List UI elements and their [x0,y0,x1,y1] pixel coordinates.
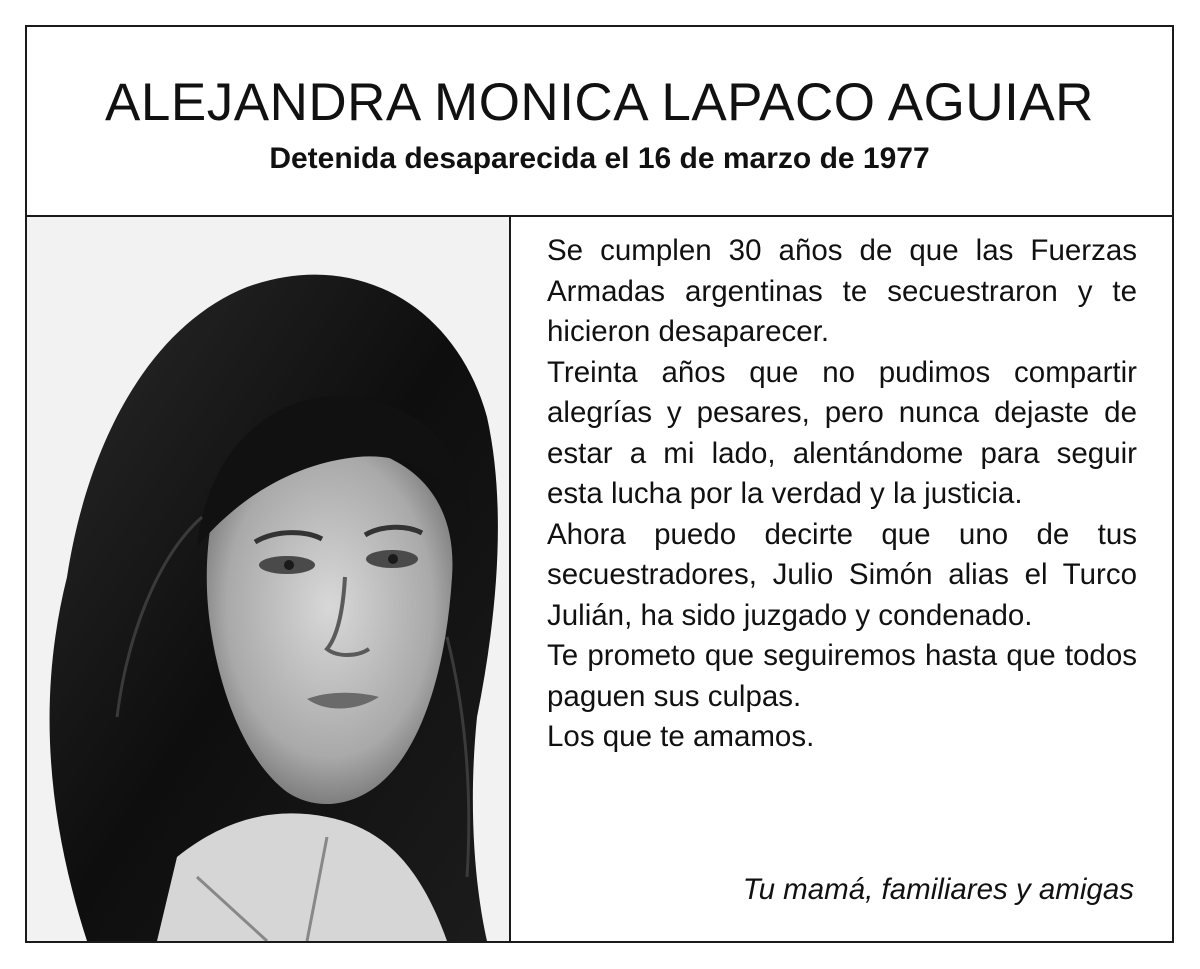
message-paragraph: Se cumplen 30 años de que las Fuerzas Armadas argentinas te secuestraron y te hicieron desaparecer. [547,234,1137,348]
notice-frame [25,25,1174,943]
portrait-illustration [27,217,509,941]
notice-title: ALEJANDRA MONICA LAPACO AGUIAR [105,73,1094,132]
portrait-photo [27,217,511,941]
notice-header [27,27,1172,217]
message-paragraph: Ahora puedo decirte que uno de tus secuestradores, Julio Simón alias el Turco Julián, ha sido juzgado y condenado. [547,517,1137,632]
message-paragraph: Treinta años que no pudimos compartir alegrías y pesares, pero nunca dejaste de estar a mi lado, alentándome para seguir esta lucha por la verdad y la justicia. [547,355,1137,510]
message-body [547,231,1137,758]
signature: Tu mamá, familiares y amigas [742,873,1134,906]
notice-subtitle: Detenida desaparecida el 16 de marzo de 1977 [269,142,930,175]
message-paragraph: Te prometo que seguiremos hasta que todos paguen sus culpas. [547,639,1137,713]
message-paragraph: Los que te amamos. [547,720,815,753]
